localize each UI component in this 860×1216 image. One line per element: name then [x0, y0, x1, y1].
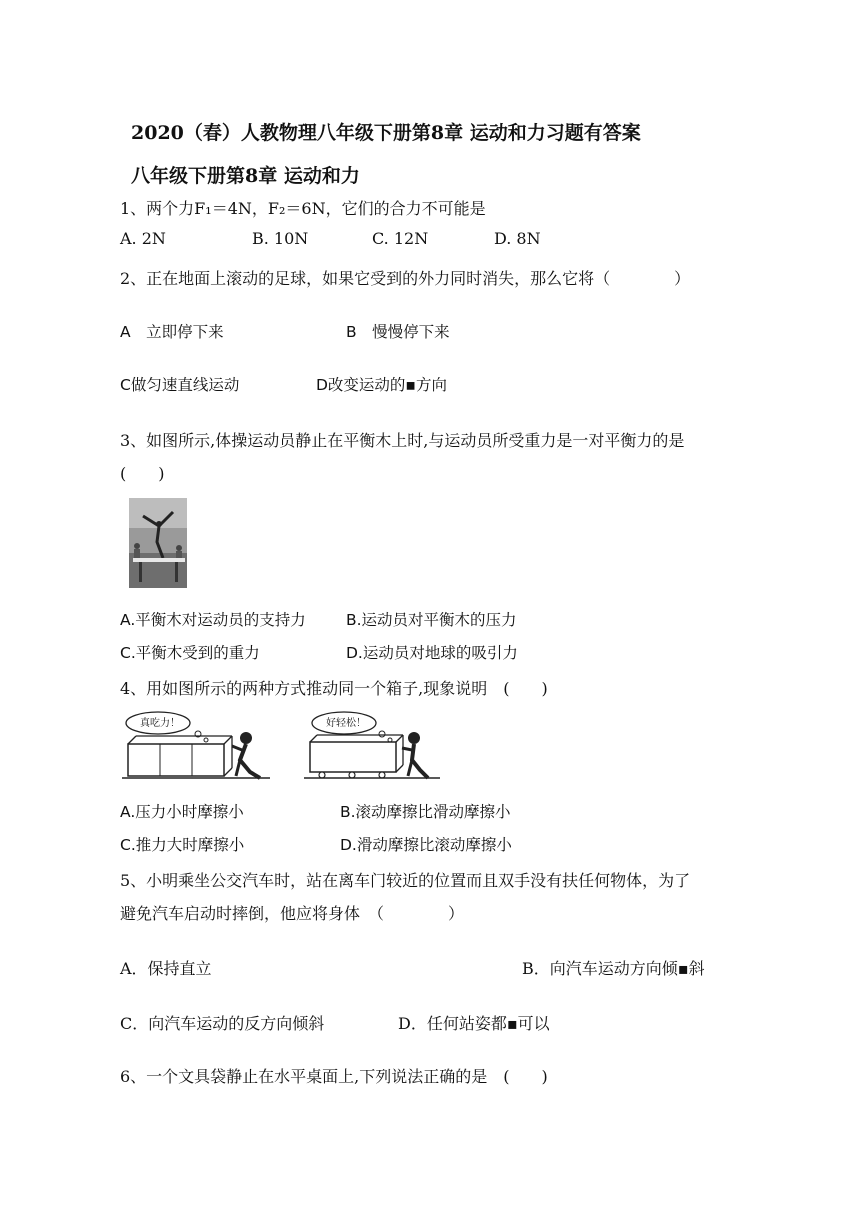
question-3-stem-line1: 3、如图所示,体操运动员静止在平衡木上时,与运动员所受重力是一对平衡力的是	[120, 431, 685, 450]
question-1-stem: 1、两个力F₁＝4N，F₂＝6N，它们的合力不可能是	[120, 199, 486, 218]
bubble-right-text: 好轻松！	[326, 718, 366, 729]
question-2-option-c: C做匀速直线运动	[120, 376, 240, 394]
question-4-option-b: B.滚动摩擦比滑动摩擦小	[340, 803, 511, 821]
question-3-option-c: C.平衡木受到的重力	[120, 644, 260, 662]
question-4-option-a: A.压力小时摩擦小	[120, 803, 244, 821]
push-box-rolling-figure	[302, 708, 442, 786]
question-3-option-a: A.平衡木对运动员的支持力	[120, 611, 306, 629]
question-1-option-a: A. 2N	[120, 229, 166, 248]
question-5-stem-line1: 5、小明乘坐公交汽车时，站在离车门较近的位置而且双手没有扶任何物体，为了	[120, 871, 691, 890]
question-5-option-d: D．任何站姿都▪可以	[398, 1014, 550, 1033]
question-5-option-b: B．向汽车运动方向倾▪斜	[522, 959, 705, 978]
question-3-stem-line2: ( )	[120, 464, 165, 483]
question-4-option-c: C.推力大时摩擦小	[120, 836, 245, 854]
question-5-stem-line2: 避免汽车启动时摔倒，他应将身体 （ ）	[120, 904, 465, 923]
question-3-option-d: D.运动员对地球的吸引力	[346, 644, 518, 662]
document-title: 2020（春）人教物理八年级下册第8章 运动和力习题有答案	[131, 122, 641, 144]
question-5-option-a: A．保持直立	[120, 959, 212, 978]
question-2-stem: 2、正在地面上滚动的足球，如果它受到的外力同时消失，那么它将（ ）	[120, 269, 691, 288]
push-box-sliding-figure	[120, 708, 272, 786]
question-6-stem: 6、一个文具袋静止在水平桌面上,下列说法正确的是 ( )	[120, 1067, 548, 1086]
question-5-option-c: C．向汽车运动的反方向倾斜	[120, 1014, 325, 1033]
question-1-option-b: B. 10N	[252, 229, 309, 248]
question-2-option-b: B 慢慢停下来	[346, 323, 450, 341]
gymnast-balance-beam-photo	[129, 498, 187, 588]
question-4-option-d: D.滑动摩擦比滚动摩擦小	[340, 836, 512, 854]
question-2-option-d: D改变运动的▪方向	[316, 376, 447, 394]
question-2-option-a: A 立即停下来	[120, 323, 224, 341]
question-3-option-b: B.运动员对平衡木的压力	[346, 611, 517, 629]
question-1-option-c: C. 12N	[372, 229, 429, 248]
bubble-left-text: 真吃力！	[140, 718, 180, 729]
chapter-subtitle: 八年级下册第8章 运动和力	[131, 165, 360, 187]
question-4-stem: 4、用如图所示的两种方式推动同一个箱子,现象说明 ( )	[120, 679, 548, 698]
question-1-option-d: D. 8N	[494, 229, 541, 248]
